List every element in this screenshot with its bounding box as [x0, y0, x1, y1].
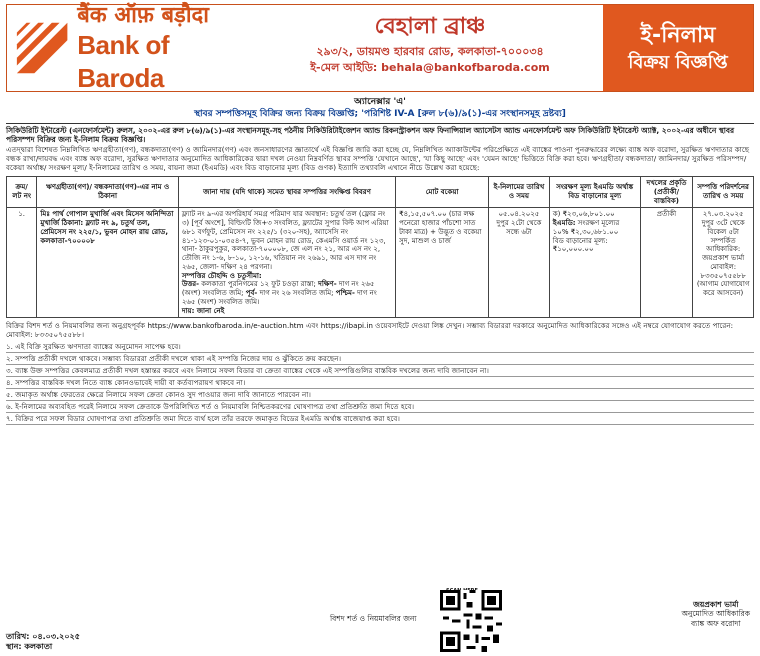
list-item: ৬. ই-নিলামের অব্যবহিত পরেই নিলামে সফল ক্রেতাকে উপরিলিখিত শর্ত ও নিয়মাবলি নিশ্চিতকরণের ঘোষণাপত্র তথা প্রতিশ্রুতি জমা দিতে হবে।: [6, 401, 754, 413]
notice-subtitle: বিক্রয় বিজ্ঞপ্তি: [628, 51, 728, 73]
boundary-south-label: দক্ষিণ-: [318, 280, 337, 289]
qr-code-icon[interactable]: [440, 590, 502, 652]
date-label: তারিখ: ০৪.০৩.২০২৫: [6, 632, 80, 641]
branch-info: [257, 5, 603, 91]
auction-table: [6, 176, 754, 318]
cell-auction-date: ০৫.০৪.২০২৫ দুপুর ২টো থেকে সন্ধে ৬টা: [489, 208, 550, 318]
emd-label: ইএমডি:: [552, 219, 576, 227]
property-description: ফ্ল্যাট নং ৯-এর অপরিহার্য সমগ্র পরিমাণ যার অবস্থান: চতুর্থ তল (ফ্লোর নং ৩) [পূর্ব অংশে], বিল্ডিংটি জি+৩ সংবলিত, ফ্ল্যাটের সুপার বিল্ট আপ এরিয়া ৬৮১ বর্গফুট, প্রেমিসেস নং ২২৫/১ (৩২০-সহ), অ্যাসেসি নং ৪১-১২৩-০১-০৩৫৪-৭, ভুবন মোহন রায় রোড, কেএমসি ওয়ার্ড নং ১২৩, থানা- ঠাকুরপুকুর, কলকাতা-৭০০০০৮, জে এল নং ২১, আর এস নং ২, তৌজি নং ১-৬, ৮-১০, ১২-১৬, খতিয়ান নং ২৬৯১, আর এস দাগ নং ২৬৫, জেলা- দক্ষিণ ২৪ পরগনা।: [181, 210, 389, 271]
col-dues: মোট বকেয়া: [396, 177, 489, 208]
col-reserve-price: সংরক্ষণ মূল্য ইএমডি অর্থাঙ্ক বিড বাড়ানোর মূল্য: [549, 177, 640, 208]
boundary-east-label: পূর্ব-: [245, 289, 258, 297]
boundary-west-label: পশ্চিম-: [335, 289, 355, 297]
cell-property: [178, 208, 395, 318]
logo-hindi-text: बैंक ऑफ़ बड़ौदा: [77, 1, 209, 28]
liability-value: জানা নেই: [196, 306, 225, 315]
intro-bold-paragraph: সিকিউরিটি ইন্টারেস্ট (এনফোর্সমেন্ট) রুলস, ২০০২-এর রুল ৮(৬)/৯(১)-এর সংস্থানসমূহ-সহ পঠনীয় সিকিউরিটাইজেশন অ্যান্ড রিকনস্ট্রাকশন অফ ফিনান্সিয়াল অ্যাসেটস অ্যান্ড এনফোর্সমেন্ট অফ সিকিউরিটি ইন্টারেস্ট অ্যাক্ট, ২০০২-এর অধীনে স্থাবর পরিসম্পদ বিক্রির জন্য ই-নিলাম বিক্রয় বিজ্ঞপ্তি।: [6, 125, 735, 144]
boundary-south: দাগ নং ২৬৫ (অংশ) সংবলিত জমি;: [181, 280, 375, 297]
list-item: ২. সম্পত্তি প্রতীকী দখলে থাকবে। সম্ভাব্য বিডাররা প্রতীকী দখলে থাকা এই সম্পত্তি নিজের দায় ও ঝুঁকিতে ক্রয় করছেন।: [6, 353, 754, 365]
bank-logo: [7, 1, 257, 93]
intro-paragraph: এতদ্দ্বারা বিশেষত নিম্নলিখিত ঋণগ্রহীতা(গণ), বন্ধকদাতা(গণ) ও জামিনদার(গণ) এবং জনসাধারণের জ্ঞাতার্থে এই বিজ্ঞপ্তি জারি করা হচ্ছে যে, নিম্নলিখিত অ্যাকাউন্টের পরিপ্রেক্ষিতে এই ব্যাঙ্কের পাওনা পুনরুদ্ধারের লক্ষ্যে ব্যাঙ্ক অফ বরোদা, সুরক্ষিত ঋণদাতার কাছে বন্ধক রাখা/দায়বদ্ধ এবং ব্যাঙ্ক অফ বরোদা, সুরক্ষিত ঋণদাতার অনুমোদিত আধিকারিকের দ্বারা দখল নেওয়া নিম্নবর্ণিত স্থাবর সম্পত্তি 'যেখানে আছে', 'যা কিছু আছে' এবং 'যেমন আছে' ভিত্তিতে বিক্রি করা হবে। ঋণগ্রহীতা/ বন্ধকদাতা/ জামিনদার/ সুরক্ষিত পরিসম্পদ/ বকেয়া অর্থাঙ্ক/ সংরক্ষণ মূল্য/ ই-নিলামের তারিখ ও সময়, বায়না জমা (ইএমডি) এবং বিড বাড়ানোর মূল্য (বিড গুণক) ইত্যাদি তথ্যাবলি এখানে নীচে উল্লেখ করা হয়েছে:: [6, 145, 750, 172]
notice-subheading: স্থাবর সম্পত্তিসমূহ বিক্রির জন্য বিক্রয় বিজ্ঞপ্তি; 'পরিশিষ্ট IV-A [রুল ৮(৬)/৯(১)-এর সংস্থানসমূহ দ্রষ্টব্য]: [194, 109, 566, 120]
terms-paragraph: বিক্রির বিশদ শর্ত ও নিয়মাবলির জন্য অনুগ্রহপূর্বক https://www.bankofbaroda.in/e-auction.htm এবং https://ibapi.in ওয়েবসাইটে দেওয়া লিঙ্ক দেখুন। সম্ভাব্য বিডাররা দরকারে অনুমোদিত আধিকারিকের সঙ্গেও এই নম্বরে যোগাযোগ করতে পারেন: মোবাইল: ৮৩৩৫০৭৫৫৮৮।: [6, 321, 734, 340]
cell-sl: ১.: [7, 208, 37, 318]
rules-list: [6, 341, 754, 425]
notice-header: [6, 1, 754, 93]
boundary-west: দাগ নং ২৬৫ (অংশ) সংবলিত জমি।: [181, 289, 377, 306]
qr-caption: বিশদ শর্ত ও নিয়মাবলির জন্য: [330, 614, 417, 623]
notice-badge: [603, 5, 753, 91]
col-sl: ক্রম/ লট নং: [7, 177, 37, 208]
signer-org: ব্যাঙ্ক অফ বরোদা: [690, 618, 741, 628]
divider: [6, 123, 754, 124]
table-header-row: [7, 177, 754, 208]
boundary-east: দাগ নং ২৬ সংবলিত জমি;: [259, 289, 334, 297]
col-inspection: সম্পত্তি পরিদর্শনের তারিখ ও সময়: [693, 177, 754, 208]
list-item: ৫. জমাকৃত অর্থাঙ্ক ফেরতের ক্ষেত্রে নিলামে সফল ক্রেতা কোনও সুদ পাওয়ার জন্য দাবি জানাতে পারবেন না।: [6, 389, 754, 401]
boundary-north: কলকাতা পুরনিগমের ১২ ফুট চওড়া রাস্তা;: [201, 280, 316, 289]
branch-name: বেহালা ব্রাঞ্চ: [374, 14, 486, 39]
signer-name: জয়প্রকাশ ভার্মা: [693, 600, 739, 609]
col-property: জানা দায় (যদি থাকে) সমেত স্থাবর সম্পত্তির সংক্ষিপ্ত বিবরণ: [178, 177, 395, 208]
cell-dues: ₹৪,১৫,৫০৭.০০ (চার লক্ষ পনেরো হাজার পাঁচশো সাত টাকা মাত্র) + উদ্ভূত ও বকেয়া সুদ, মাশুল ও চার্জ: [396, 208, 489, 318]
col-borrower: ঋণগ্রহীতা(গণ)/ বন্ধকদাতা(গণ)-এর নাম ও ঠিকানা: [37, 177, 179, 208]
annexure-label: অ্যানেক্সার 'এ': [354, 97, 406, 107]
place-label: স্থান: কলকাতা: [6, 642, 53, 651]
branch-address: ২৯৩/২, ডায়মণ্ড হারবার রোড, কলকাতা-৭০০০৩৪: [316, 44, 544, 58]
branch-email: ই-মেল আইডি: behala@bankofbaroda.com: [310, 61, 550, 75]
cell-borrower: [37, 208, 179, 318]
cell-reserve-price: [549, 208, 640, 318]
col-possession: দখলের প্রকৃতি (প্রতীকী/ বাস্তবিক): [640, 177, 693, 208]
notice-title: ই-নিলাম: [640, 23, 716, 48]
table-row: [7, 208, 754, 318]
borrower-details: মিঃ পার্থ গোপাল মুখার্জি এবং মিসেস অনিন্দিতা মুখার্জি ঠিকানা: ফ্ল্যাট নং ৯, চতুর্থ তল, প্রেমিসেস নং ২২৫/১, ভুবন মোহন রায় রোড, কলকাতা-৭০০০০৮: [40, 210, 174, 245]
boundaries-title: সম্পত্তির চৌহদ্দি ও চতুর্সীমা:: [181, 271, 262, 280]
liability-label: দায়:: [181, 306, 195, 315]
signer-title: অনুমোদিত আধিকারিক: [681, 609, 750, 619]
list-item: ৭. বিক্রির পরে সফল বিডার ঘোষণাপত্র তথা প্রতিশ্রুতি জমা দিতে ব্যর্থ হলে তাঁর তরফে জমাকৃত বিডের ইএমডি অর্থাঙ্ক বাজেয়াপ্ত করা হবে।: [6, 413, 754, 425]
boundary-north-label: উত্তর-: [181, 280, 200, 289]
list-item: ১. এই বিক্রি সুরক্ষিত ঋণদাতা ব্যাঙ্কের অনুমোদন সাপেক্ষ হবে।: [6, 341, 754, 353]
logo-english-text: Bank of Baroda: [77, 30, 170, 93]
baroda-sun-icon: [13, 18, 71, 78]
cell-possession: প্রতীকী: [640, 208, 693, 318]
bid-increment: বিড বাড়ানোর মূল্য: ₹১০,০০০.০০: [552, 236, 608, 254]
signature-block: [682, 600, 750, 628]
list-item: ৪. সম্পত্তির বাস্তবিক দখল নিতে ব্যাঙ্ক কোনওভাবেই দায়ী বা কর্তব্যপরায়ণ থাকবে না।: [6, 377, 754, 389]
reserve-price: ক) ₹২৩,০৬,৮০১.০০: [552, 210, 615, 219]
cell-inspection: ২৭.০৩.২০২৫ দুপুর ৩টে থেকে বিকেল ৫টা সম্পর্কিত আধিকারিক: জয়প্রকাশ ভার্মা মোবাইল: ৮৩৩৫০৭৫৫৮৮ (আগাম যোগাযোগ করে আসবেন): [693, 208, 754, 318]
col-auction-date: ই-নিলামের তারিখ ও সময়: [489, 177, 550, 208]
notice-footer: [6, 590, 754, 652]
date-place: [6, 632, 80, 652]
emd-value: সংরক্ষণ মূল্যের ১০% ₹২,৩০,৬৮১.০০: [552, 219, 620, 236]
list-item: ৩. ব্যাঙ্ক উক্ত সম্পত্তির কেবলমাত্র প্রতীকী দখল হস্তান্তর করবে এবং নিলামে সফল বিডার বা ক্রেতা ব্যাঙ্কের থেকে এই সম্পত্তিগুলির বাস্তবিক দখলের জন্য দাবি জানাবেন না।: [6, 365, 754, 377]
